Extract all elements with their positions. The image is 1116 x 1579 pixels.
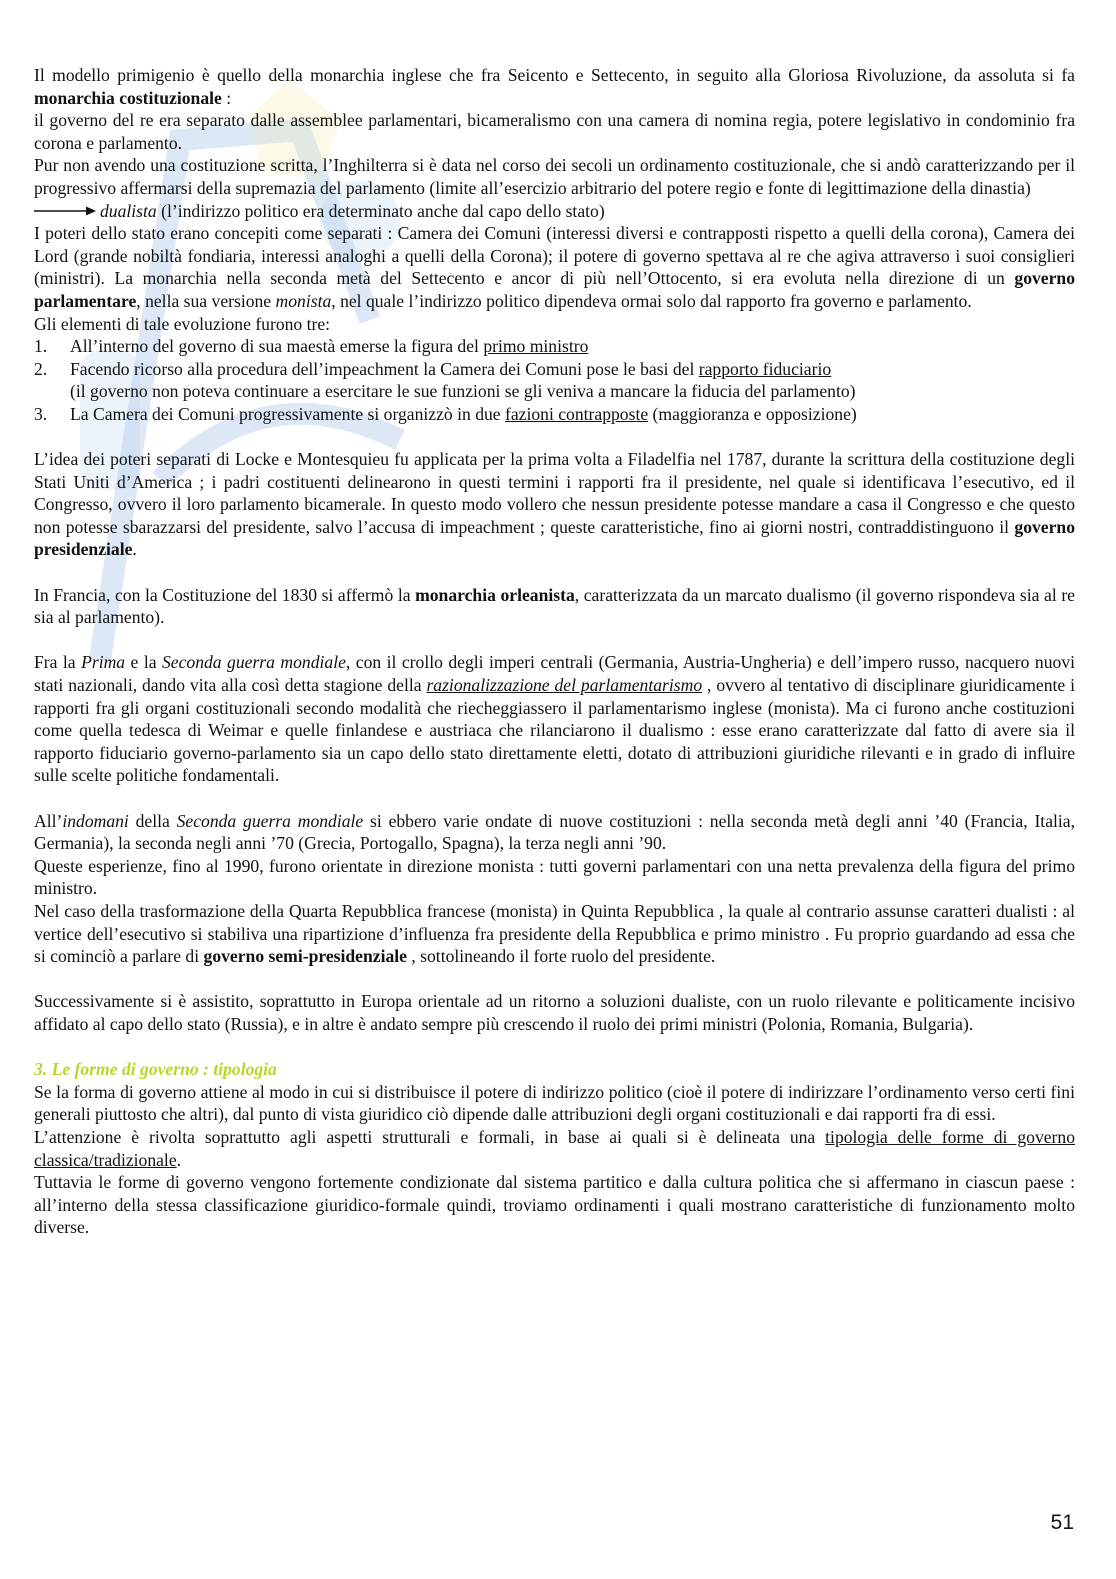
text: In Francia, con la Costituzione del 1830 si affermò la [34, 584, 416, 605]
text: si ebbero varie ondate di nuove costituzioni : nella seconda metà degli anni ’40 (Francia, Italia, Germania), la seconda negli anni ’70 (Grecia, Portogallo, Spagna), la terza negli anni ’90. [34, 810, 1075, 854]
text: (il governo non poteva continuare a esercitare le sue funzioni se gli veniva a mancare la fiducia del parlamento) [70, 381, 856, 402]
term-governo-parlamentare: governo parlamentare [34, 268, 1075, 311]
term-razionalizzazione: razionalizzazione del parlamentarismo [426, 675, 703, 696]
term-prima: Prima [81, 652, 126, 673]
paragraph-7 [34, 448, 1075, 561]
list-item [34, 358, 1075, 403]
list-item [34, 335, 1075, 358]
text: Facendo ricorso alla procedura dell’impeachment la Camera dei Comuni pose le basi del [70, 358, 699, 379]
paragraph-12 [34, 900, 1075, 968]
term-governo-presidenziale: governo presidenziale [34, 516, 1075, 560]
text: . [176, 1149, 182, 1170]
page-number: 51 [1050, 1511, 1074, 1534]
paragraph-10 [34, 810, 1075, 855]
paragraph-11: Queste esperienze, fino al 1990, furono orientate in direzione monista : tutti governi parlamentari con una netta prevalenza della figura del primo ministro. [34, 855, 1075, 899]
text: All’interno del governo di sua maestà emerse la figura del [70, 336, 484, 357]
list-number: 3. [34, 403, 48, 424]
text: I poteri dello stato erano concepiti come separati : Camera dei Comuni (interessi diversi e contrapposti rispetto a quelli della corona), Camera dei Lord (grande nobiltà fondiaria, interessi analoghi a quelli della Corona); il potere di governo spettava al re che agiva attraverso i suoi consiglieri (ministri). La monarchia nella seconda metà del Settecento e ancor di più nell’Ottocento, si era evoluta nella direzione di un [34, 223, 1075, 289]
text: della [128, 810, 177, 831]
text: Il modello primigenio è quello della monarchia inglese che fra Seicento e Settecento, in seguito alla Gloriosa Rivoluzione, da assoluta si fa [34, 65, 1075, 85]
paragraph-8 [34, 584, 1075, 629]
text: , caratterizzata da un marcato dualismo (il governo rispondeva sia al re sia al parlamento). [34, 584, 1075, 628]
term-fazioni-contrapposte: fazioni contrapposte [505, 403, 649, 424]
list-number: 2. [34, 358, 48, 379]
text: Fra la [34, 652, 82, 673]
paragraph-6: Gli elementi di tale evoluzione furono tre: [34, 313, 331, 334]
text: (l’indirizzo politico era determinato anche dal capo dello stato) [156, 200, 605, 221]
text: La Camera dei Comuni progressivamente si organizzò in due [70, 403, 505, 424]
paragraph-15 [34, 1126, 1075, 1171]
text: (maggioranza e opposizione) [648, 403, 857, 424]
text: . [132, 539, 137, 560]
term-monarchia-orleanista: monarchia orleanista [415, 584, 575, 605]
term-governo-semi-presidenziale: governo semi-presidenziale [203, 946, 407, 967]
list-item [34, 403, 1075, 426]
text: , ovvero al tentativo di disciplinare giuridicamente i rapporti fra gli organi costituzionali secondo modalità che riecheggiassero il parlamentarismo inglese (monista). Ma ci furono anche costituzioni come quella tedesca di Weimar e quelle finlandese e austriaca che rilanciarono il dualismo : esse erano caratterizzate dal fatto di avere sia il rapporto fiduciario governo-parlamento sia un capo dello stato direttamente eletti, dotato di attribuzioni giuridiche rilevanti e in grado di influire sulle scelte politiche fondamentali. [34, 675, 1076, 786]
term-indomani: indomani [62, 810, 129, 831]
text: Nel caso della trasformazione della Quarta Repubblica francese (monista) in Quinta Repubblica , la quale al contrario assunse caratteri dualisti : al vertice dell’esecutivo si stabiliva una ripartizione d’influenza fra presidente della Repubblica e primo ministro . Fu proprio guardando ad essa che si cominciò a parlare di [34, 900, 1075, 967]
text: , con il crollo degli imperi centrali (Germania, Austria-Ungheria) e dell’impero russo, nacquero nuovi stati nazionali, dando vita alla così detta stagione della [34, 652, 1075, 696]
paragraph-3: Pur non avendo una costituzione scritta, l’Inghilterra si è data nel corso dei secoli un ordinamento costituzionale, che si andò caratterizzando per il progressivo affermarsi della supremazia del parlamento (limite all’esercizio arbitrario del potere regio e fonte di legittimazione della dinastia) [34, 155, 1075, 198]
text: , nella sua versione [136, 290, 276, 311]
term-monarchia-costituzionale: monarchia costituzionale [34, 87, 222, 108]
text: : [221, 87, 232, 108]
paragraph-2: il governo del re era separato dalle assemblee parlamentari, bicameralismo con una camera di nomina regia, potere legislativo in condominio fra corona e parlamento. [34, 110, 1075, 153]
term-dualista: dualista [100, 200, 157, 221]
term-primo-ministro: primo ministro [483, 336, 589, 357]
list-number: 1. [34, 336, 48, 357]
term-monista: monista [275, 290, 332, 311]
paragraph-5 [34, 222, 1075, 312]
paragraph-16: Tuttavia le forme di governo vengono fortemente condizionate dal sistema partitico e dalla cultura politica che si affermano in ciascun paese : all’interno della stessa classificazione giuridico-formale quindi, troviamo ordinamenti i quali mostrano caratteristiche di funzionamento molto diverse. [34, 1172, 1075, 1238]
term-seconda-guerra-mondiale: Seconda guerra mondiale [161, 652, 346, 673]
term-rapporto-fiduciario: rapporto fiduciario [698, 358, 832, 379]
paragraph-4 [34, 200, 1075, 223]
text: L’idea dei poteri separati di Locke e Montesquieu fu applicata per la prima volta a Filadelfia nel 1787, durante la scrittura della costituzione degli Stati Uniti d’America ; i padri costituenti delinearono in questi termini i rapporti fra il presidente, nel quale si identificava l’esecutivo, ed il Congresso, ovvero il loro parlamento bicamerale. In questo modo vollero che nessun presidente potesse mandare a casa il Congresso e che questo non potesse sbarazzarsi del presidente, salvo l’accusa di impeachment ; queste caratteristiche, fino ai giorni nostri, contraddistinguono il [34, 449, 1075, 537]
paragraph-13: Successivamente si è assistito, soprattutto in Europa orientale ad un ritorno a soluzioni dualiste, con un ruolo rilevante e politicamente incisivo affidato al capo dello stato (Russia), e in altre è andato sempre più crescendo il ruolo dei primi ministri (Polonia, Romania, Bulgaria). [34, 991, 1075, 1034]
evolution-list [34, 335, 1075, 425]
section-heading: 3. Le forme di governo : tipologia [34, 1059, 277, 1080]
paragraph-9 [34, 651, 1075, 787]
paragraph-1 [34, 64, 1075, 109]
arrow-right-icon [34, 205, 96, 217]
text: , sottolineando il forte ruolo del presidente. [406, 946, 716, 967]
text: All’ [34, 810, 63, 831]
term-tipologia: tipologia delle forme di governo classica/tradizionale [34, 1126, 1076, 1170]
text: L’attenzione è rivolta soprattutto agli aspetti strutturali e formali, in base ai quali si è delineata una [34, 1126, 826, 1147]
term-seconda-guerra-mondiale: Seconda guerra mondiale [176, 810, 364, 831]
paragraph-14: Se la forma di governo attiene al modo in cui si distribuisce il potere di indirizzo politico (cioè il potere di indirizzare l’ordinamento verso certi fini generali piuttosto che altri), dal punto di vista giuridico ciò dipende dalle attribuzioni degli organi costituzionali e dai rapporti fra di essi. [34, 1081, 1075, 1125]
document-body [34, 64, 1075, 1239]
text: e la [125, 652, 162, 673]
text: , nel quale l’indirizzo politico dipendeva ormai solo dal rapporto fra governo e parlamento. [331, 290, 972, 311]
